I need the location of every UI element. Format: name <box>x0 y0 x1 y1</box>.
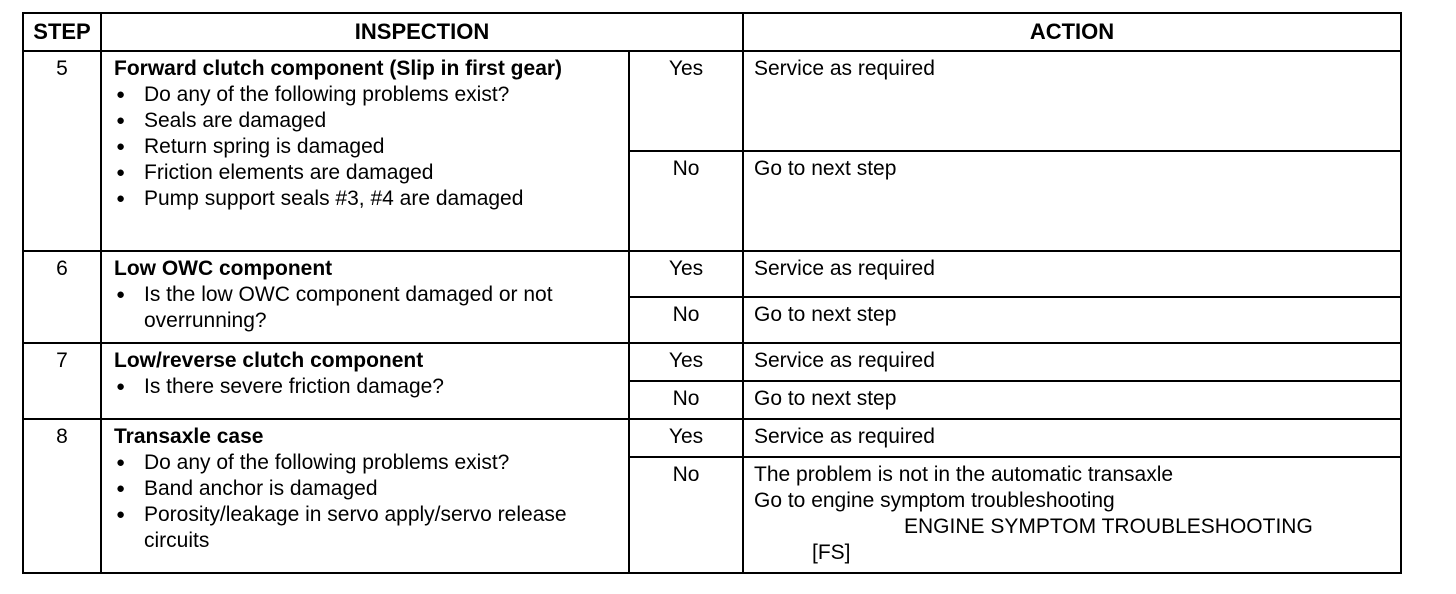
inspection-header: INSPECTION <box>101 13 743 51</box>
no-action: Go to next step <box>743 297 1401 343</box>
bullet-item: ● Seals are damaged <box>114 108 620 134</box>
inspection-title: Transaxle case <box>114 425 264 448</box>
bullet-list <box>114 282 620 334</box>
no-label: No <box>629 381 743 419</box>
table-row <box>23 51 1401 151</box>
yes-action: Service as required <box>743 343 1401 381</box>
bullet-item: ● Return spring is damaged <box>114 134 620 160</box>
yes-action: Service as required <box>743 251 1401 297</box>
bullet-list <box>114 82 620 212</box>
no-label: No <box>629 297 743 343</box>
diagnostic-table <box>22 12 1402 574</box>
yes-label: Yes <box>629 251 743 297</box>
no-action-line: The problem is not in the automatic transaxle <box>754 463 1174 486</box>
inspection-cell <box>101 343 629 419</box>
reference-link: ENGINE SYMPTOM TROUBLESHOOTING <box>904 515 1313 538</box>
no-label: No <box>629 457 743 573</box>
table-row <box>23 419 1401 457</box>
step-number: 5 <box>23 51 101 251</box>
yes-label: Yes <box>629 51 743 151</box>
bullet-item: ● Do any of the following problems exist? <box>114 450 620 476</box>
bullet-list <box>114 450 620 554</box>
inspection-cell <box>101 419 629 573</box>
yes-action: Service as required <box>743 419 1401 457</box>
bullet-list <box>114 374 620 400</box>
no-action: Go to next step <box>743 381 1401 419</box>
inspection-title: Low/reverse clutch component <box>114 349 424 372</box>
reference-section: [FS] <box>812 541 851 564</box>
yes-label: Yes <box>629 419 743 457</box>
bullet-item: ● Do any of the following problems exist? <box>114 82 620 108</box>
inspection-cell <box>101 251 629 343</box>
step-number: 7 <box>23 343 101 419</box>
bullet-item: ● Porosity/leakage in servo apply/servo release circuits <box>114 502 620 554</box>
table-row <box>23 343 1401 381</box>
bullet-item: ● Band anchor is damaged <box>114 476 620 502</box>
bullet-item: ● Pump support seals #3, #4 are damaged <box>114 186 620 212</box>
no-action <box>743 457 1401 573</box>
step-header: STEP <box>23 13 101 51</box>
table-row <box>23 251 1401 297</box>
inspection-cell <box>101 51 629 251</box>
step-number: 8 <box>23 419 101 573</box>
bullet-item: ● Is the low OWC component damaged or not overrunning? <box>114 282 620 334</box>
inspection-title: Forward clutch component (Slip in first gear) <box>114 57 563 80</box>
step-number: 6 <box>23 251 101 343</box>
header-row <box>23 13 1401 51</box>
action-header: ACTION <box>743 13 1401 51</box>
yes-label: Yes <box>629 343 743 381</box>
no-label: No <box>629 151 743 251</box>
no-action-line: Go to engine symptom troubleshooting <box>754 489 1115 512</box>
no-action: Go to next step <box>743 151 1401 251</box>
bullet-item: ● Is there severe friction damage? <box>114 374 620 400</box>
yes-action: Service as required <box>743 51 1401 151</box>
inspection-title: Low OWC component <box>114 257 333 280</box>
bullet-item: ● Friction elements are damaged <box>114 160 620 186</box>
